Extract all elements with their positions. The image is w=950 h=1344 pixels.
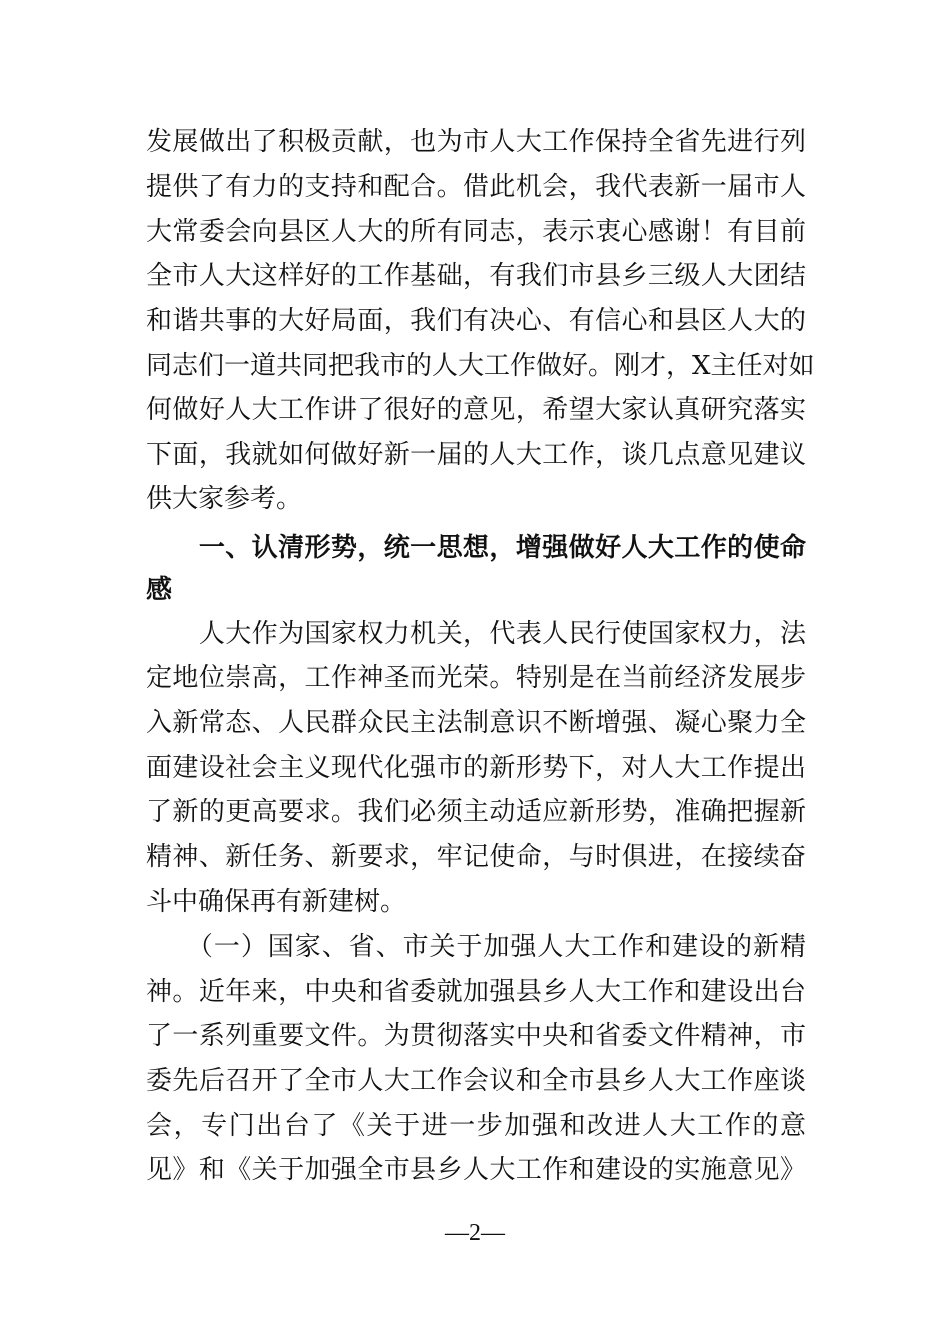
text-line: 发展做出了积极贡献，也为市人大工作保持全省先进行列 — [146, 127, 806, 157]
text-line: 供大家参考。 — [146, 484, 303, 514]
text-line: 人大作为国家权力机关，代表人民行使国家权力，法 — [146, 619, 806, 649]
text-line: 提供了有力的支持和配合。借此机会，我代表新一届市人 — [146, 172, 806, 202]
page-number: —2— — [445, 1220, 505, 1246]
text-line: 大常委会向县区人大的所有同志，表示衷心感谢！有目前 — [146, 217, 806, 247]
text-line: 定地位崇高，工作神圣而光荣。特别是在当前经济发展步 — [146, 663, 806, 693]
text-line: 会，专门出台了《关于进一步加强和改进人大工作的意 — [146, 1111, 806, 1141]
text-line: （一）国家、省、市关于加强人大工作和建设的新精 — [146, 932, 806, 962]
text-line: 见》和《关于加强全市县乡人大工作和建设的实施意见》 — [146, 1155, 806, 1185]
text-line: 了一系列重要文件。为贯彻落实中央和省委文件精神，市 — [146, 1021, 806, 1051]
section-heading-cont: 感 — [146, 575, 173, 605]
text-line: 委先后召开了全市人大工作会议和全市县乡人大工作座谈 — [146, 1066, 806, 1096]
text-line: 神。近年来，中央和省委就加强县乡人大工作和建设出台 — [146, 977, 806, 1007]
text-line: 入新常态、人民群众民主法制意识不断增强、凝心聚力全 — [146, 708, 806, 738]
text-line: 下面，我就如何做好新一届的人大工作，谈几点意见建议 — [146, 440, 806, 470]
text-line: 面建设社会主义现代化强市的新形势下，对人大工作提出 — [146, 753, 806, 783]
text-line: 了新的更高要求。我们必须主动适应新形势，准确把握新 — [146, 797, 806, 827]
text-line: 全市人大这样好的工作基础，有我们市县乡三级人大团结 — [146, 261, 806, 291]
text-line: 和谐共事的大好局面，我们有决心、有信心和县区人大的 — [146, 306, 806, 336]
section-heading: 一、认清形势，统一思想，增强做好人大工作的使命 — [146, 533, 806, 563]
text-line: 斗中确保再有新建树。 — [146, 887, 407, 917]
text-line: 何做好人大工作讲了很好的意见，希望大家认真研究落实 — [146, 395, 806, 425]
text-line: 精神、新任务、新要求，牢记使命，与时俱进，在接续奋 — [146, 842, 806, 872]
text-line: 同志们一道共同把我市的人大工作做好。刚才，X主任对如 — [146, 351, 815, 381]
